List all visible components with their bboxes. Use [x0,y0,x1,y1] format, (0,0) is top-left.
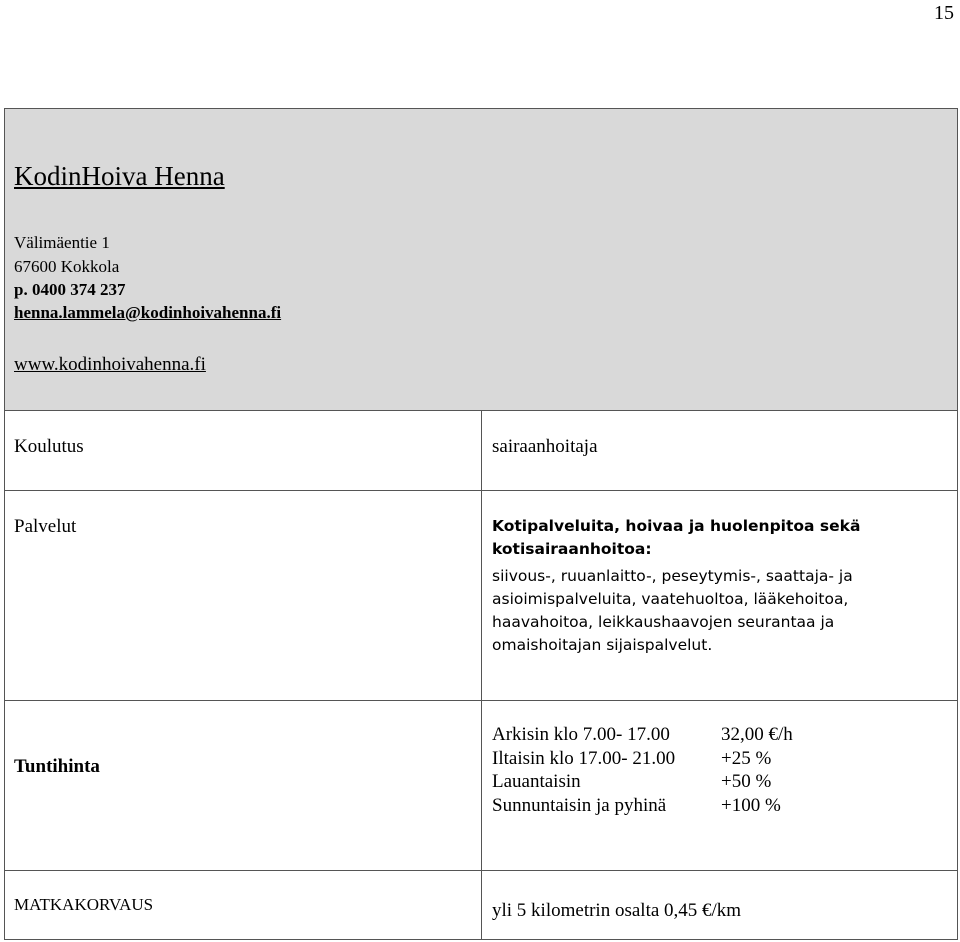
postal-address: 67600 Kokkola [14,257,120,276]
price-row [492,723,821,747]
email-link[interactable]: henna.lammela@kodinhoivahenna.fi [14,303,282,322]
tuntihinta-label: Tuntihinta [14,756,100,777]
company-info-table [4,108,958,940]
services-title [492,515,932,561]
matkakorvaus-value: yli 5 kilometrin osalta 0,45 €/km [492,900,742,921]
services-line: omaishoitajan sijaispalvelut. [492,636,713,654]
price-period: Lauantaisin [492,771,581,792]
services-title-line: Kotipalveluita, hoivaa ja huolenpitoa sekä [492,517,861,535]
page-number: 15 [934,2,954,24]
services-list [492,565,952,657]
matkakorvaus-label: MATKAKORVAUS [14,895,154,914]
price-period: Arkisin klo 7.00- 17.00 [492,724,670,745]
koulutus-value: sairaanhoitaja [492,436,598,457]
matkakorvaus-row [5,871,957,939]
services-line: siivous-, ruuanlaitto-, peseytymis-, saattaja- ja [492,567,853,585]
services-title-line: kotisairaanhoitoa: [492,540,652,558]
price-period: Sunnuntaisin ja pyhinä [492,794,667,816]
price-row [492,794,821,818]
price-value: +50 % [721,771,772,792]
price-value: 32,00 €/h [721,724,793,745]
koulutus-label: Koulutus [14,436,84,457]
price-table [492,723,821,817]
tuntihinta-row [5,701,957,871]
phone-number: p. 0400 374 237 [14,280,126,299]
services-line: haavahoitoa, leikkaushaavojen seurantaa ja [492,613,835,631]
price-value: +25 % [721,747,772,769]
company-name: KodinHoiva Henna [14,161,225,191]
palvelut-label: Palvelut [14,516,77,537]
company-header [5,109,957,411]
street-address: Välimäentie 1 [14,233,110,252]
price-row [492,747,821,771]
price-row [492,770,821,794]
website-link[interactable]: www.kodinhoivahenna.fi [14,354,206,375]
palvelut-row [5,491,957,701]
price-period: Iltaisin klo 17.00- 21.00 [492,747,676,769]
services-line: asioimispalveluita, vaatehuoltoa, lääkehoitoa, [492,590,849,608]
koulutus-row [5,411,957,491]
price-value: +100 % [721,794,781,816]
